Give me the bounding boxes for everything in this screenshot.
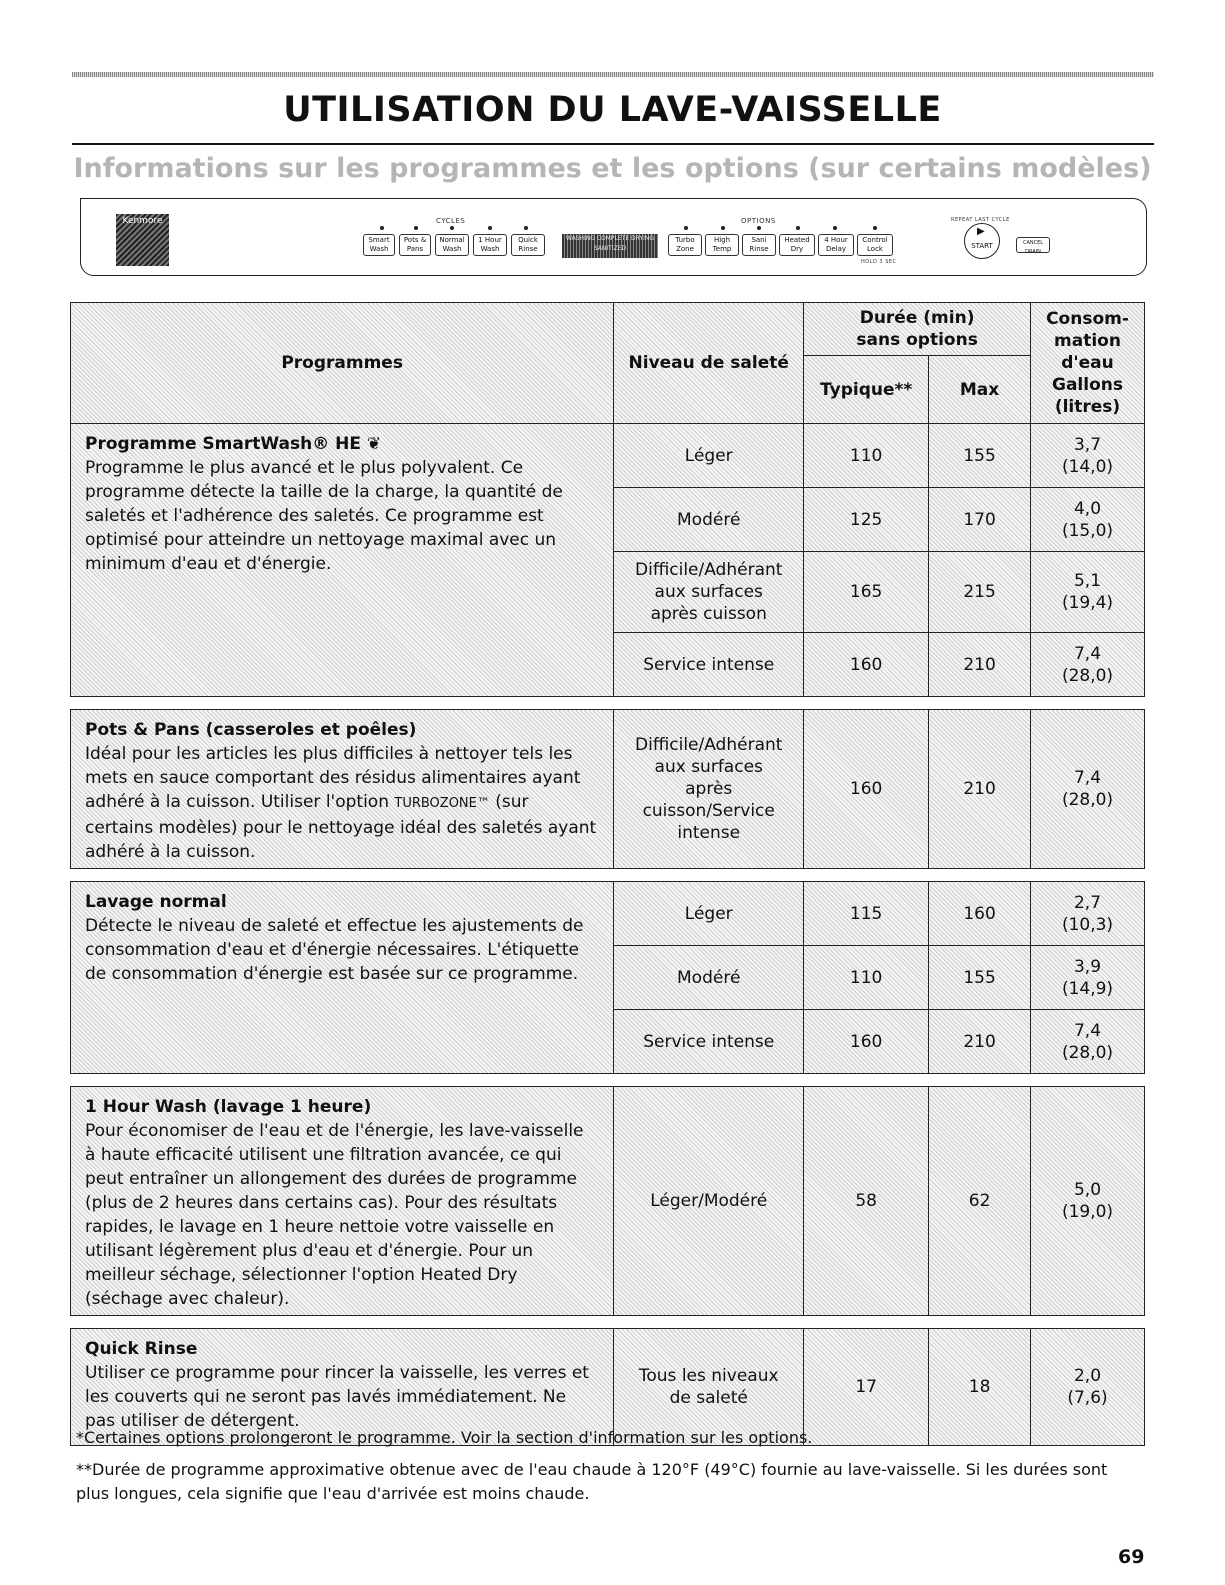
table-row: Modéré 125 170 4,0 (15,0)	[71, 488, 1145, 552]
footnote-1: *Certaines options prolongeront le programme. Voir la section d'information sur les options.	[76, 1428, 813, 1447]
high-temp-button: High Temp	[705, 234, 739, 256]
title-rule	[72, 143, 1154, 145]
turbo-zone-button: Turbo Zone	[668, 234, 702, 256]
header-duree: Durée (min) sans options	[804, 303, 1031, 356]
table-row: Difficile/Adhérant aux surfaces après cuisson 165 215 5,1 (19,4)	[71, 552, 1145, 633]
kenmore-logo: Kenmore	[116, 214, 169, 266]
program-1-hour-wash: 1 Hour Wash (lavage 1 heure) Pour économiser de l'eau et de l'énergie, les lave-vaisselle à haute efficacité utilisent une filtration avancée, ce qui peut entraîner un allongement des durées de programme (plus de 2 heures dans certains cas). Pour des résultats rapides, le lavage en 1 heure nettoie votre vaisselle en utilisant légèrement plus d'eau et d'énergie. Pour un meilleur séchage, sélectionner l'option Heated Dry (séchage avec chaleur).	[71, 1087, 614, 1316]
table-row: Lavage normal Détecte le niveau de saleté et effectue les ajustements de consommation d'eau et d'énergie nécessaires. L'étiquette de consommation d'énergie est basée sur ce programme. Léger 115 160 2,7 (10,3)	[71, 882, 1145, 946]
page-title: UTILISATION DU LAVE-VAISSELLE	[283, 90, 942, 130]
footnote-2: **Durée de programme approximative obtenue avec de l'eau chaude à 120°F (49°C) fournie au lave-vaisselle. Si les durées sont plus longues, cela signifie que l'eau d'arrivée est moins chaude.	[76, 1460, 1108, 1503]
program-pots-pans: Pots & Pans (casseroles et poêles) Idéal pour les articles les plus difficiles à nettoyer tels les mets en sauce comportant des résidus alimentaires ayant adhéré à la cuisson. Utiliser l'option TURBOZONE™ (sur certains modèles) pour le nettoyage idéal des saletés ayant adhéré à la cuisson.	[71, 710, 614, 869]
header-typique: Typique**	[804, 356, 929, 424]
play-icon: ▶	[977, 226, 985, 237]
program-lavage-normal: Lavage normal Détecte le niveau de saleté et effectue les ajustements de consommation d'eau et d'énergie nécessaires. L'étiquette de consommation d'énergie est basée sur ce programme.	[71, 882, 614, 1074]
table-row: 1 Hour Wash (lavage 1 heure) Pour économiser de l'eau et de l'énergie, les lave-vaisselle à haute efficacité utilisent une filtration avancée, ce qui peut entraîner un allongement des durées de programme (plus de 2 heures dans certains cas). Pour des résultats rapides, le lavage en 1 heure nettoie votre vaisselle en utilisant légèrement plus d'eau et d'énergie. Pour un meilleur séchage, sélectionner l'option Heated Dry (séchage avec chaleur). Léger/Modéré 58 62 5,0 (19,0)	[71, 1087, 1145, 1316]
start-button: ▶ START	[964, 223, 1000, 259]
four-hour-delay-button: 4 Hour Delay	[818, 234, 854, 256]
header-consommation: Consom-mation d'eau Gallons (litres)	[1031, 303, 1145, 424]
header-max: Max	[929, 356, 1031, 424]
status-display: WASHING COMPLETE DRYING SANITIZED	[562, 234, 658, 258]
normal-wash-button: Normal Wash	[435, 234, 469, 256]
program-quick-rinse: Quick Rinse Utiliser ce programme pour rincer la vaisselle, les verres et les couverts qui ne seront pas lavés immédiatement. Ne pas utiliser de détergent.	[71, 1329, 614, 1446]
header-programmes: Programmes	[71, 303, 614, 424]
top-decorative-bar	[72, 72, 1154, 77]
heated-dry-button: Heated Dry	[779, 234, 815, 256]
table-row: Programme SmartWash® HE ❦ Programme le plus avancé et le plus polyvalent. Ce programme détecte la taille de la charge, la quantité de saletés et l'adhérence des saletés. Ce programme est optimisé pour atteindre un nettoyage maximal avec un minimum d'eau et d'énergie. Léger 110 155 3,7 (14,0)	[71, 424, 1145, 488]
section-subtitle: Informations sur les programmes et les options (sur certains modèles)	[73, 153, 1152, 184]
page-number: 69	[1118, 1546, 1145, 1568]
table-row: Quick Rinse Utiliser ce programme pour rincer la vaisselle, les verres et les couverts qui ne seront pas lavés immédiatement. Ne pas utiliser de détergent. Tous les niveaux de saleté 17 18 2,0 (7,6)	[71, 1329, 1145, 1446]
programs-table	[70, 302, 1145, 1446]
quick-rinse-button: Quick Rinse	[511, 234, 545, 256]
smart-wash-button: Smart Wash	[363, 234, 395, 256]
leaf-icon: ❦	[366, 434, 382, 454]
table-row: Service intense 160 210 7,4 (28,0)	[71, 633, 1145, 697]
cancel-drain-button: CANCEL DRAIN	[1016, 237, 1050, 253]
program-smartwash: Programme SmartWash® HE ❦ Programme le plus avancé et le plus polyvalent. Ce programme détecte la taille de la charge, la quantité de saletés et l'adhérence des saletés. Ce programme est optimisé pour atteindre un nettoyage maximal avec un minimum d'eau et d'énergie.	[71, 424, 614, 697]
table-row: Modéré 110 155 3,9 (14,9)	[71, 946, 1145, 1010]
hold-label: HOLD 3 SEC	[861, 259, 897, 265]
sani-rinse-button: Sani Rinse	[742, 234, 776, 256]
options-label: OPTIONS	[741, 217, 776, 225]
table-row: Service intense 160 210 7,4 (28,0)	[71, 1010, 1145, 1074]
one-hour-wash-button: 1 Hour Wash	[473, 234, 507, 256]
table-row: Pots & Pans (casseroles et poêles) Idéal pour les articles les plus difficiles à nettoyer tels les mets en sauce comportant des résidus alimentaires ayant adhéré à la cuisson. Utiliser l'option TURBOZONE™ (sur certains modèles) pour le nettoyage idéal des saletés ayant adhéré à la cuisson. Difficile/Adhérant aux surfaces après cuisson/Service intense 160 210 7,4 (28,0)	[71, 710, 1145, 869]
repeat-last-cycle-label: REPEAT LAST CYCLE	[951, 217, 1010, 223]
header-niveau: Niveau de saleté	[614, 303, 804, 424]
control-lock-button: Control Lock	[857, 234, 893, 256]
pots-pans-button: Pots & Pans	[399, 234, 431, 256]
cycles-label: CYCLES	[436, 217, 466, 225]
